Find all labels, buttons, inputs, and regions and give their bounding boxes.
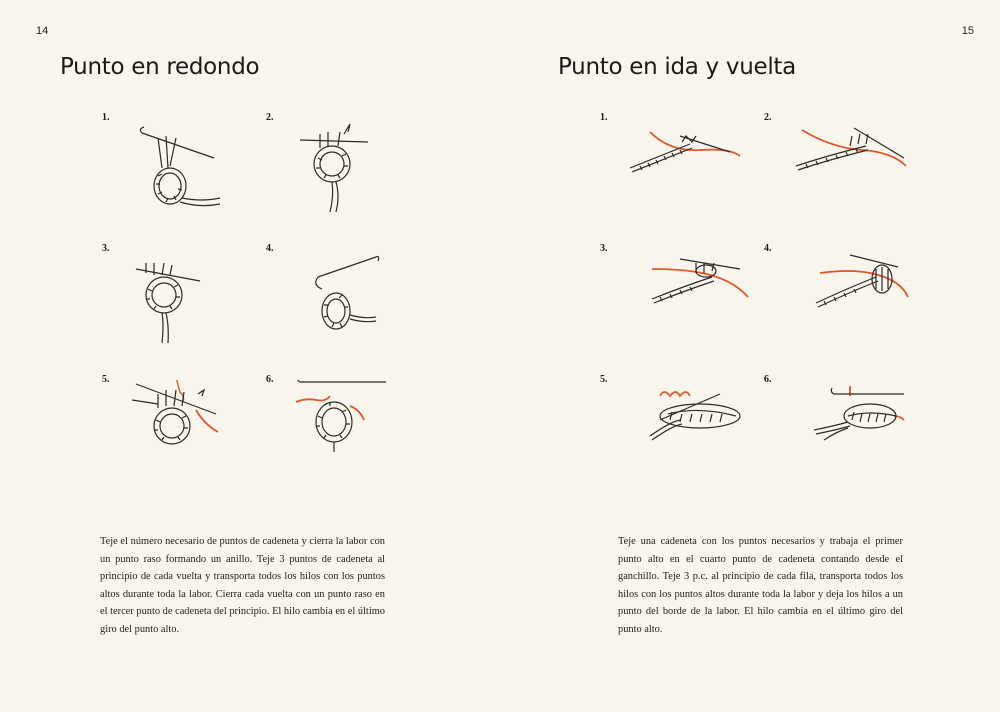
step-number: 4. xyxy=(266,243,274,254)
section-title: Punto en ida y vuelta xyxy=(558,54,796,80)
crochet-ring-illustration xyxy=(296,380,386,480)
step-number: 2. xyxy=(266,112,274,123)
crochet-ring-illustration xyxy=(132,249,222,349)
crochet-row-illustration xyxy=(630,380,750,460)
step-number: 5. xyxy=(102,374,110,385)
crochet-ring-illustration xyxy=(296,118,386,218)
crochet-row-illustration xyxy=(794,118,914,198)
step-number: 2. xyxy=(764,112,772,123)
page-number: 15 xyxy=(961,25,974,37)
section-title: Punto en redondo xyxy=(60,54,260,80)
crochet-ring-illustration xyxy=(296,249,386,349)
instructions-text: Teje una cadeneta con los puntos necesarios y trabaja el primer punto alto en el cuarto punto de cadeneta contando desde el ganchillo. Teje 3 p.c. al principio de cada fila, transporta todos los hilos con los puntos altos durante toda la labor y deja los hilos a un punto del borde de la labor. El hilo cambia en el último giro del punto alto. xyxy=(618,536,903,635)
step-number: 4. xyxy=(764,243,772,254)
crochet-ring-illustration xyxy=(132,118,222,218)
step-number: 1. xyxy=(102,112,110,123)
crochet-row-illustration xyxy=(794,249,914,329)
instructions-text: Teje el número necesario de puntos de cadeneta y cierra la labor con un punto raso formando un anillo. Teje 3 puntos de cadeneta al principio de cada vuelta y transporta todos los hilos con los puntos altos durante toda la labor. Cierra cada vuelta con un punto raso en el tercer punto de cadeneta del principio. El hilo cambia en el último giro del punto alto. xyxy=(100,536,385,635)
crochet-ring-illustration xyxy=(132,380,222,480)
crochet-row-illustration xyxy=(630,249,750,329)
step-number: 6. xyxy=(764,374,772,385)
crochet-row-illustration xyxy=(630,118,740,198)
step-number: 3. xyxy=(102,243,110,254)
step-number: 3. xyxy=(600,243,608,254)
step-number: 1. xyxy=(600,112,608,123)
page-number: 14 xyxy=(36,25,49,37)
crochet-row-illustration xyxy=(794,380,914,460)
step-number: 6. xyxy=(266,374,274,385)
page-right xyxy=(500,0,1000,712)
step-number: 5. xyxy=(600,374,608,385)
